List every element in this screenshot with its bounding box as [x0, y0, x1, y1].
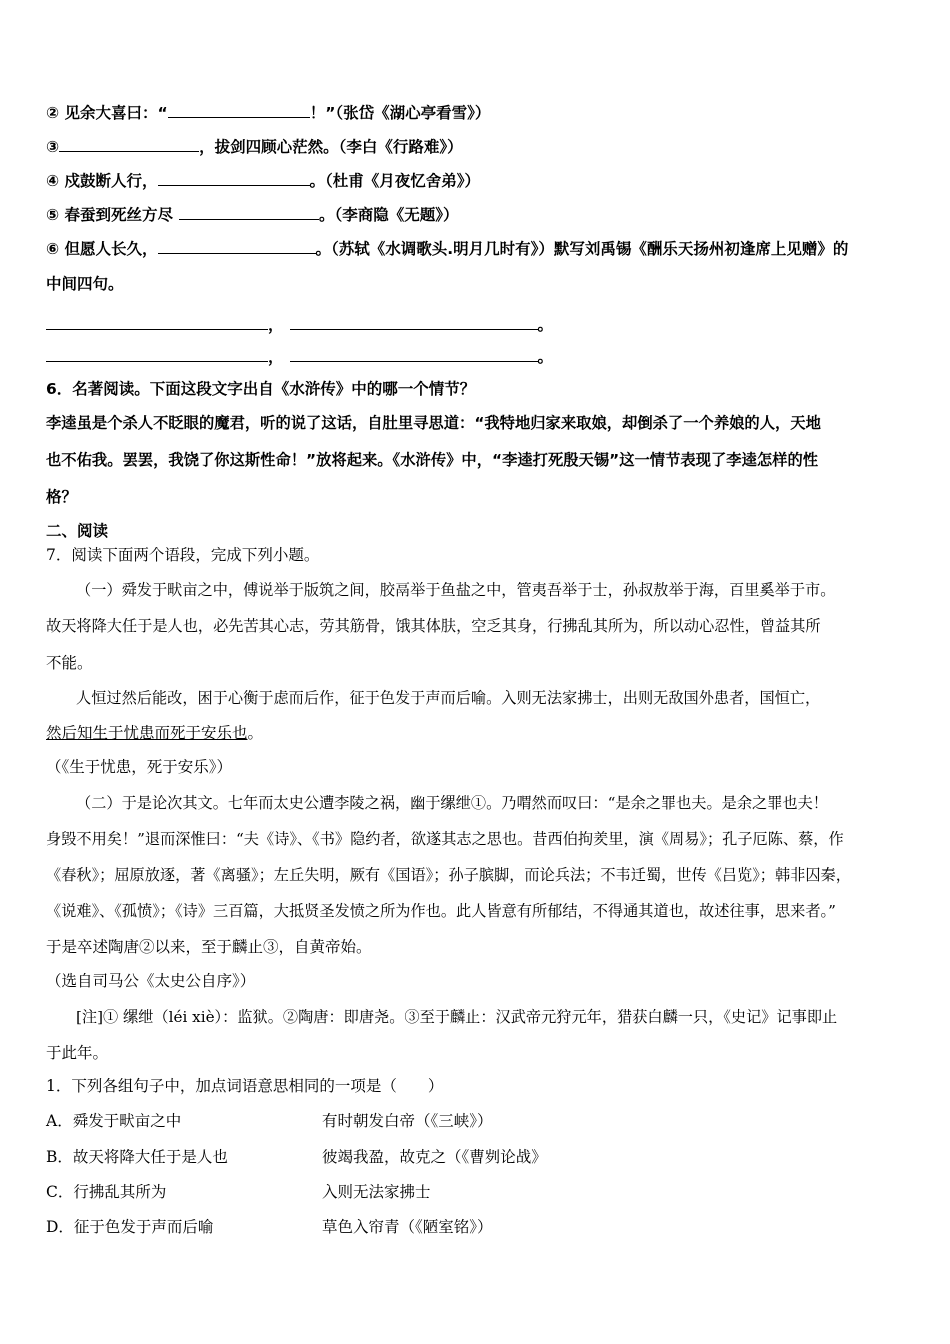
passage2-line: 身毁不用矣！”退而深惟曰：“夫《诗》、《书》隐约者，欲遂其志之思也。昔西伯拘羑里，演《周易》；孔子厄陈、蔡，作	[46, 830, 844, 848]
separator: ，	[268, 348, 284, 366]
line-source: （张岱《湖心亭看雪》）	[335, 104, 491, 122]
passage2-line: 《春秋》；屈原放逐，著《离骚》；左丘失明，厥有《国语》；孙子膑脚，而论兵法；不韦迁蜀，世传《吕览》；韩非囚秦，	[46, 866, 851, 884]
q7-instruction: 7．阅读下面两个语段，完成下列小题。	[46, 546, 320, 564]
line-text: ③	[46, 138, 60, 156]
section-heading: 二、阅读	[46, 522, 109, 540]
line-source: 。（杜甫《月夜忆舍弟》）	[309, 172, 481, 190]
period: 。	[247, 724, 264, 742]
line-text: ！”	[309, 104, 336, 122]
answer-blank[interactable]	[168, 102, 310, 118]
option-right: 有时朝发白帝（《三峡》）	[322, 1112, 493, 1130]
option-right: 草色入帘青（《陋室铭》）	[322, 1218, 493, 1236]
sub-question-stem: 1．下列各组句子中，加点词语意思相同的一项是（ ）	[46, 1077, 444, 1095]
annotation-line: 于此年。	[46, 1044, 109, 1062]
annotation-line: [注]① 缧绁（léi xiè）：监狱。②陶唐：即唐尧。③至于麟止：汉武帝元狩元年，猎获白麟一只，《史记》记事即止	[76, 1008, 838, 1026]
answer-blank[interactable]	[46, 314, 268, 330]
answer-row-2	[46, 346, 553, 367]
line-text: ④ 戍鼓断人行，	[46, 172, 158, 190]
dictation-line-5	[46, 204, 459, 225]
line-text: ⑤ 春蚕到死丝方尽	[46, 206, 174, 224]
passage1-line: 不能。	[46, 654, 93, 672]
dictation-line-4	[46, 170, 480, 191]
dictation-line-7: 中间四句。	[46, 275, 124, 293]
passage1-line: 人恒过然后能改，困于心衡于虑而后作，征于色发于声而后喻。入则无法家拂士，出则无敌国外患者，国恒亡，	[76, 689, 821, 707]
underlined-sentence: 然后知生于忧患而死于安乐也	[46, 724, 248, 742]
q6-paragraph-line: 格？	[46, 488, 78, 506]
q6-title: 6．名著阅读。下面这段文字出自《水浒传》中的哪一个情节？	[46, 380, 476, 398]
dictation-line-2	[46, 102, 490, 123]
option-a[interactable]	[46, 1111, 846, 1131]
period: 。	[537, 316, 554, 334]
line-text: ⑥ 但愿人长久，	[46, 240, 158, 258]
dictation-line-6	[46, 238, 848, 259]
answer-blank[interactable]	[46, 346, 268, 362]
passage1-line: （一）舜发于畎亩之中，傅说举于版筑之间，胶鬲举于鱼盐之中，管夷吾举于士，孙叔敖举于海，百里奚举于市。	[76, 581, 836, 599]
line-text: ② 见余大喜曰：“	[46, 104, 168, 122]
passage1-source: （《生于忧患，死于安乐》）	[46, 758, 233, 776]
option-left: B．故天将降大任于是人也	[46, 1148, 228, 1166]
answer-blank[interactable]	[59, 136, 199, 152]
option-right: 入则无法家拂士	[322, 1183, 431, 1201]
option-left: A．舜发于畎亩之中	[46, 1112, 182, 1130]
passage2-source: （选自司马公《太史公自序》）	[46, 972, 256, 990]
period: 。	[537, 348, 554, 366]
passage2-line: 于是卒述陶唐②以来，至于麟止③，自黄帝始。	[46, 938, 372, 956]
answer-blank[interactable]	[179, 204, 319, 220]
q6-paragraph-line: 也不佑我。罢罢，我饶了你这斯性命！”放将起来。《水浒传》中，“李逵打死殷天锡”这一情节表现了李逵怎样的性	[46, 451, 819, 469]
separator: ，	[268, 316, 284, 334]
answer-row-1	[46, 314, 553, 335]
answer-blank[interactable]	[290, 314, 538, 330]
dictation-line-3	[46, 136, 463, 157]
q6-paragraph-line: 李逵虽是个杀人不眨眼的魔君，听的说了这话，自肚里寻思道：“我特地归家来取娘，却倒杀了一个养娘的人，天地	[46, 414, 821, 432]
passage1-line	[46, 723, 263, 743]
option-c[interactable]	[46, 1182, 846, 1202]
passage2-line: （二）于是论次其文。七年而太史公遭李陵之祸，幽于缧绁①。乃喟然而叹曰：“是余之罪也夫。是余之罪也夫！	[76, 794, 828, 812]
passage1-line: 故天将降大任于是人也，必先苦其心志，劳其筋骨，饿其体肤，空乏其身，行拂乱其所为，所以动心忍性，曾益其所	[46, 617, 821, 635]
answer-blank[interactable]	[290, 346, 538, 362]
passage2-line: 《说难》、《孤愤》；《诗》三百篇，大抵贤圣发愤之所为作也。此人皆意有所郁结，不得通其道也，故述往事，思来者。”	[46, 902, 836, 920]
line-source: 。（苏轼《水调歌头.明月几时有》）默写刘禹锡《酬乐天扬州初逢席上见赠》的	[315, 240, 849, 258]
option-b[interactable]	[46, 1147, 846, 1167]
option-d[interactable]	[46, 1217, 846, 1237]
answer-blank[interactable]	[158, 170, 310, 186]
line-source: ，拔剑四顾心茫然。（李白《行路难》）	[199, 138, 463, 156]
option-right: 彼竭我盈，故克之（《曹刿论战》	[322, 1148, 547, 1166]
option-left: C．行拂乱其所为	[46, 1183, 167, 1201]
line-source: 。（李商隐《无题》）	[319, 206, 459, 224]
answer-blank[interactable]	[158, 238, 316, 254]
option-left: D．征于色发于声而后喻	[46, 1218, 214, 1236]
